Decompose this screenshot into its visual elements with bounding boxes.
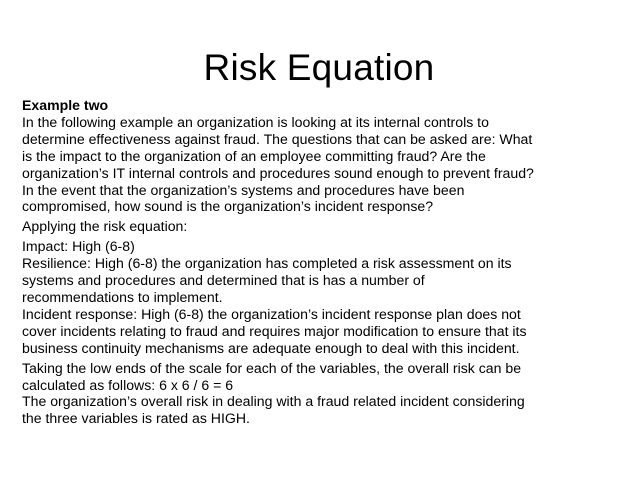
body-line: In the following example an organization is looking at its internal controls to [22, 113, 489, 130]
body-line: Taking the low ends of the scale for each of the variables, the overall risk can be [22, 359, 522, 376]
paragraph-applying [22, 218, 622, 235]
body-line: cover incidents relating to fraud and requires major modification to ensure that its [22, 322, 527, 339]
slide-body [22, 97, 622, 430]
body-line: The organization’s overall risk in dealing with a fraud related incident considering [22, 393, 525, 410]
body-line: business continuity mechanisms are adequate enough to deal with this incident. [22, 339, 520, 356]
body-line: determine effectiveness against fraud. The questions that can be asked are: What [22, 130, 533, 147]
body-line: Incident response: High (6-8) the organization’s incident response plan does not [22, 305, 521, 322]
slide-title: Risk Equation [203, 47, 435, 88]
body-line: calculated as follows: 6 x 6 / 6 = 6 [22, 376, 234, 393]
body-line: In the event that the organization’s systems and procedures have been [22, 181, 465, 198]
example-heading: Example two [22, 97, 109, 113]
body-line: the three variables is rated as HIGH. [22, 410, 250, 427]
paragraph-conclusion [22, 360, 622, 428]
body-line: is the impact to the organization of an employee committing fraud? Are the [22, 147, 486, 164]
body-line: recommendations to implement. [22, 288, 223, 305]
body-line: Applying the risk equation: [22, 218, 188, 235]
body-line: systems and procedures and determined that is has a number of [22, 272, 425, 289]
paragraph-example-intro [22, 97, 622, 215]
body-line: Impact: High (6-8) [22, 238, 135, 255]
body-line: organization’s IT internal controls and procedures sound enough to prevent fraud? [22, 164, 534, 181]
paragraph-variables [22, 238, 622, 356]
body-line: Resilience: High (6-8) the organization has completed a risk assessment on its [22, 255, 512, 272]
body-line: compromised, how sound is the organization’s incident response? [22, 198, 434, 215]
